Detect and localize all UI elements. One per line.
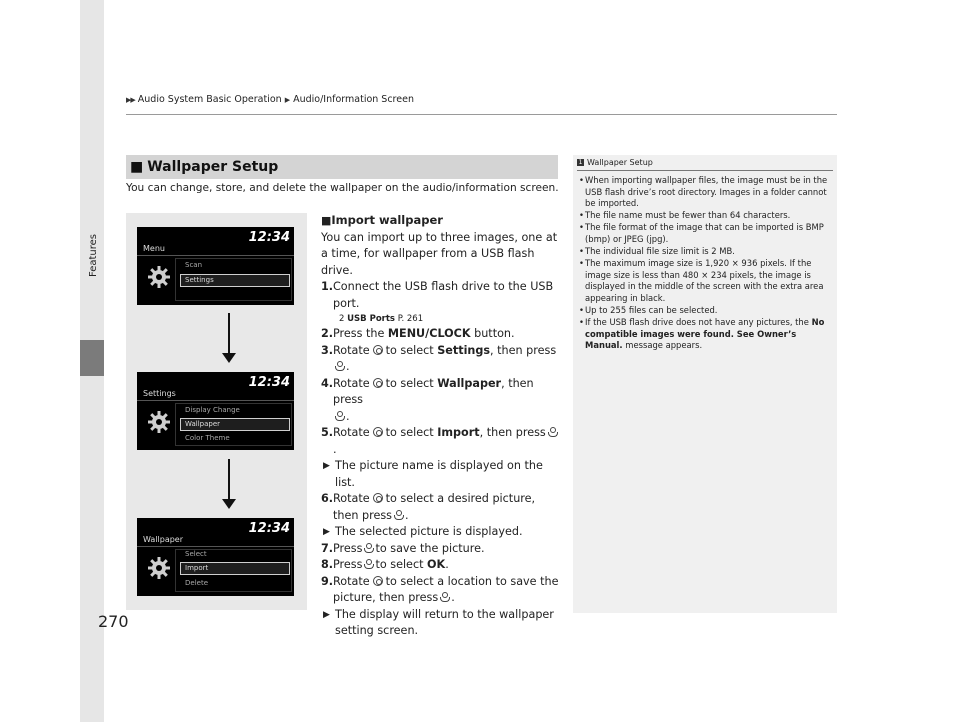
- notes-title: 1 Wallpaper Setup: [578, 158, 653, 167]
- screen-title: Wallpaper: [143, 535, 184, 544]
- press-icon: [335, 411, 344, 421]
- arrow-line: [228, 313, 230, 355]
- screens-panel: [126, 213, 307, 610]
- side-tab-marker: [80, 340, 104, 376]
- page-number: 270: [98, 612, 129, 631]
- arrow-line: [228, 459, 230, 501]
- step-6: 6. Rotate to select a desired picture, then press .: [321, 492, 536, 522]
- step-3: 3. Rotate to select Settings, then press .: [321, 343, 557, 373]
- notes-list: [579, 175, 833, 352]
- screen-settings: [137, 372, 294, 450]
- step-5: 5. Rotate to select Import, then press.: [321, 425, 559, 458]
- screen-wallpaper: [137, 518, 294, 596]
- press-icon: [440, 592, 449, 602]
- screen-option[interactable]: Display Change: [185, 406, 240, 414]
- press-icon: [394, 510, 403, 520]
- knob-icon: [373, 345, 383, 355]
- result-arrow-icon: ▶: [323, 527, 330, 537]
- step-9-result: ▶ The display will return to the wallpaper setting screen.: [323, 607, 554, 637]
- screen-option-selected[interactable]: Settings: [180, 274, 290, 287]
- heading-square-icon: ■: [321, 214, 332, 227]
- note-item: • The maximum image size is 1,920 × 936 pixels. If the image size is less than 480 × 234 pixels, the image is displayed in the middle of the screen with the extra area appearing in black.: [579, 258, 833, 304]
- screen-divider: [137, 255, 294, 256]
- breadcrumb: [126, 94, 414, 105]
- note-item: • The file name must be fewer than 64 characters.: [579, 210, 833, 222]
- import-description: You can import up to three images, one at a time, for wallpaper from a USB flash drive.: [321, 230, 558, 277]
- gear-icon: [147, 556, 171, 580]
- note-item: • The file format of the image that can be imported is BMP (bmp) or JPEG (jpg).: [579, 222, 833, 245]
- breadcrumb-parent: Audio System Basic Operation: [137, 94, 282, 105]
- screen-title: Settings: [143, 389, 176, 398]
- screen-option[interactable]: Color Theme: [185, 434, 230, 442]
- knob-icon: [373, 493, 383, 503]
- screen-divider: [137, 400, 294, 401]
- step-8: 8. Press to select OK.: [321, 558, 449, 571]
- step-2: 2. Press the MENU/CLOCK button.: [321, 327, 515, 340]
- screen-clock: 12:34: [248, 375, 290, 390]
- screen-divider: [137, 546, 294, 547]
- step-5-result: ▶ The picture name is displayed on the list.: [323, 459, 543, 489]
- gear-icon: [147, 265, 171, 289]
- step-7: 7. Press to save the picture.: [321, 541, 485, 555]
- note-box-icon: 1: [578, 159, 583, 166]
- notes-panel: [573, 155, 837, 613]
- header-divider: [126, 114, 837, 115]
- cross-reference[interactable]: 2 USB Ports P. 261: [339, 314, 424, 324]
- section-header: [126, 155, 558, 179]
- screen-clock: 12:34: [248, 230, 290, 245]
- breadcrumb-arrow-icon: ▶: [284, 95, 291, 104]
- screen-option[interactable]: Scan: [185, 261, 203, 269]
- result-arrow-icon: ▶: [323, 609, 330, 620]
- screen-menu: [137, 227, 294, 305]
- screen-option-selected[interactable]: Import: [180, 562, 290, 575]
- knob-icon: [373, 576, 383, 586]
- knob-icon: [373, 427, 383, 437]
- breadcrumb-arrows-icon: ▶▶: [126, 95, 135, 104]
- import-steps: [321, 212, 559, 640]
- note-item-last: • If the USB flash drive does not have any pictures, the No compatible images were found. See Owner’s Manual. message appears.: [579, 317, 833, 352]
- side-tab-label: Features: [88, 234, 99, 277]
- breadcrumb-current: Audio/Information Screen: [293, 94, 414, 105]
- screen-option[interactable]: Select: [185, 550, 207, 558]
- result-arrow-icon: ▶: [323, 461, 330, 471]
- press-icon: [548, 427, 557, 437]
- press-icon: [335, 361, 344, 371]
- notes-divider: [577, 170, 833, 171]
- screen-title: Menu: [143, 244, 165, 253]
- note-item: • The individual file size limit is 2 MB.: [579, 246, 833, 258]
- step-1: 1. Connect the USB flash drive to the USB port.: [321, 280, 554, 310]
- knob-icon: [373, 378, 383, 388]
- import-heading: ■Import wallpaper: [321, 213, 443, 227]
- arrow-down-icon: [222, 499, 236, 509]
- note-item: • When importing wallpaper files, the image must be in the USB flash drive’s root directory. Images in a folder cannot be imported.: [579, 175, 833, 210]
- section-title: Wallpaper Setup: [147, 159, 279, 175]
- note-item: • Up to 255 files can be selected.: [579, 305, 833, 317]
- step-4: 4. Rotate to select Wallpaper, then press .: [321, 376, 534, 423]
- screen-option[interactable]: Delete: [185, 579, 208, 587]
- section-intro: You can change, store, and delete the wallpaper on the audio/information screen.: [126, 182, 559, 194]
- press-icon: [364, 559, 373, 569]
- xref-icon: 2: [339, 314, 345, 324]
- press-icon: [364, 543, 373, 553]
- step-9: 9. Rotate to select a location to save the picture, then press .: [321, 574, 559, 604]
- section-square-icon: ■: [130, 159, 144, 175]
- arrow-down-icon: [222, 353, 236, 363]
- gear-icon: [147, 410, 171, 434]
- screen-option-selected[interactable]: Wallpaper: [180, 418, 290, 431]
- step-6-result: ▶ The selected picture is displayed.: [321, 524, 559, 541]
- screen-clock: 12:34: [248, 521, 290, 536]
